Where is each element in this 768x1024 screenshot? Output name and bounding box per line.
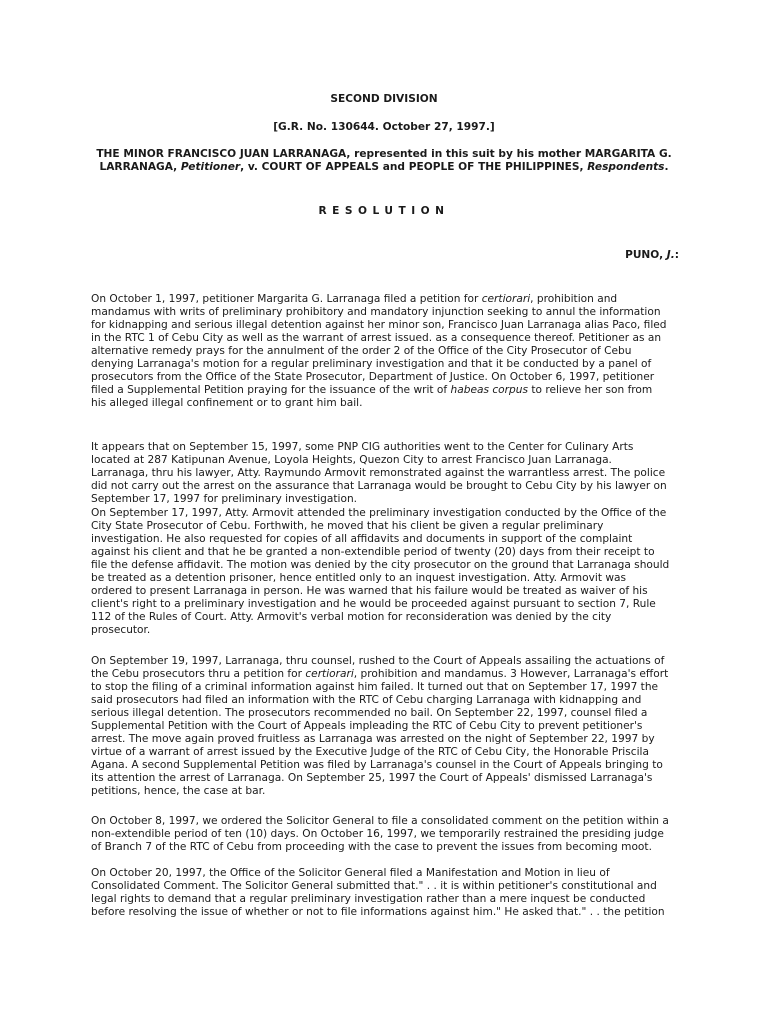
ponente-title: J.	[666, 249, 675, 261]
ponente-colon: :	[674, 249, 679, 261]
text-line: On October 20, 1997, the Office of the Solicitor General filed a Manifestation and Motion in lieu of	[91, 867, 610, 879]
text-line: to stop the filing of a criminal information against him failed. It turned out that on September 17, 1997 the	[91, 681, 659, 693]
text-line: said prosecutors had filed an information with the RTC of Cebu charging Larranaga with kidnapping and	[91, 694, 642, 706]
italic-term: certiorari	[481, 293, 531, 305]
caption-line: THE MINOR FRANCISCO JUAN LARRANAGA, represented in this suit by his mother MARGARITA G.	[96, 148, 672, 160]
text-line: Consolidated Comment. The Solicitor General submitted that." . . it is within petitioner's constitutional and	[91, 880, 657, 892]
text-line: 112 of the Rules of Court. Atty. Armovit's verbal motion for reconsideration was denied by the city	[91, 611, 612, 623]
text-line: for kidnapping and serious illegal detention against her minor son, Francisco Juan Larranaga alias Paco, filed	[91, 319, 667, 331]
text-line: before resolving the issue of whether or not to file informations against him." He asked that." . . the petition	[91, 906, 665, 918]
text-run: On October 1, 1997, petitioner Margarita G. Larranaga filed a petition for	[91, 293, 482, 305]
petitioner-label: Petitioner	[180, 161, 241, 173]
italic-term: certiorari	[305, 668, 354, 680]
caption-line	[0, 161, 768, 174]
ponente	[625, 249, 679, 261]
text-line: virtue of a warrant of arrest issued by the Executive Judge of the RTC of Cebu City, the Honorable Priscila	[91, 746, 649, 758]
text-line: alternative remedy prays for the annulment of the order 2 of the Office of the City Prosecutor of Cebu	[91, 345, 632, 357]
caption-text: LARRANAGA,	[99, 161, 181, 173]
text-line: ordered to present Larranaga in person. He was warned that his failure would be treated as waiver of his	[91, 585, 648, 597]
ponente-name: PUNO,	[625, 249, 667, 261]
text-run: the Cebu prosecutors thru a petition for	[91, 668, 306, 680]
text-line: located at 287 Katipunan Avenue, Loyola Heights, Quezon City to arrest Francisco Juan Larranaga.	[91, 454, 612, 466]
text-line: On October 8, 1997, we ordered the Solicitor General to file a consolidated comment on the petition within a	[91, 815, 669, 827]
text-line: non-extendible period of ten (10) days. On October 16, 1997, we temporarily restrained the presiding judge	[91, 828, 664, 840]
text-line: of Branch 7 of the RTC of Cebu from proceeding with the case to prevent the issues from becoming moot.	[91, 841, 652, 853]
paragraph	[91, 655, 691, 798]
text-run: to relieve her son from	[527, 384, 653, 396]
text-line: petitions, hence, the case at bar.	[91, 785, 266, 797]
text-line: did not carry out the arrest on the assurance that Larranaga would be brought to Cebu City by his lawyer on	[91, 480, 667, 492]
text-line: investigation. He also requested for copies of all affidavits and documents in support of the complaint	[91, 533, 633, 545]
paragraph	[91, 441, 691, 506]
text-line: his alleged illegal confinement or to grant him bail.	[91, 397, 363, 409]
paragraph	[91, 293, 691, 410]
text-line	[91, 384, 691, 397]
text-line: On September 19, 1997, Larranaga, thru counsel, rushed to the Court of Appeals assailing the actuations of	[91, 655, 665, 667]
text-line: It appears that on September 15, 1997, some PNP CIG authorities went to the Center for Culinary Arts	[91, 441, 634, 453]
resolution-heading: RESOLUTION	[318, 205, 450, 217]
division-heading: SECOND DIVISION	[330, 93, 438, 105]
text-run: , prohibition and mandamus. 3 However, Larranaga's effort	[353, 668, 669, 680]
text-line: prosecutors from the Office of the State Prosecutor, Department of Justice. On October 6, 1997, petitioner	[91, 371, 655, 383]
case-caption	[0, 148, 768, 174]
text-line: in the RTC 1 of Cebu City as well as the warrant of arrest issued. as a consequence thereof. Petitioner as an	[91, 332, 662, 344]
caption-text: , v. COURT OF APPEALS and PEOPLE OF THE PHILIPPINES,	[240, 161, 588, 173]
text-line: denying Larranaga's motion for a regular preliminary investigation and that it be conducted by a panel of	[91, 358, 652, 370]
text-line: file the defense affidavit. The motion was denied by the city prosecutor on the ground that Larranaga should	[91, 559, 670, 571]
text-line: Supplemental Petition with the Court of Appeals impleading the RTC of Cebu City to prevent petitioner's	[91, 720, 643, 732]
text-line: September 17, 1997 for preliminary investigation.	[91, 493, 358, 505]
text-run: filed a Supplemental Petition praying for the issuance of the writ of	[91, 384, 451, 396]
text-line: be treated as a detention prisoner, hence entitled only to an inquest investigation. Atty. Armovit was	[91, 572, 627, 584]
text-line: legal rights to demand that a regular preliminary investigation rather than a mere inquest be conducted	[91, 893, 646, 905]
text-line: On September 17, 1997, Atty. Armovit attended the preliminary investigation conducted by the Office of the	[91, 507, 667, 519]
respondents-label: Respondents	[587, 161, 665, 173]
text-line: City State Prosecutor of Cebu. Forthwith, he moved that his client be given a regular preliminary	[91, 520, 604, 532]
text-line: arrest. The move again proved fruitless as Larranaga was arrested on the night of September 22, 1997 by	[91, 733, 655, 745]
gr-number-heading: [G.R. No. 130644. October 27, 1997.]	[273, 121, 495, 133]
paragraph	[91, 507, 691, 637]
text-line	[91, 668, 691, 681]
text-line: Agana. A second Supplemental Petition was filed by Larranaga's counsel in the Court of Appeals bringing to	[91, 759, 663, 771]
text-line: serious illegal detention. The prosecutors recommended no bail. On September 22, 1997, counsel filed a	[91, 707, 648, 719]
paragraph	[91, 815, 691, 854]
text-line: Larranaga, thru his lawyer, Atty. Raymundo Armovit remonstrated against the warrantless arrest. The police	[91, 467, 666, 479]
caption-text: .	[664, 161, 669, 173]
text-line: prosecutor.	[91, 624, 151, 636]
text-line: its attention the arrest of Larranaga. On September 25, 1997 the Court of Appeals' dismissed Larranaga's	[91, 772, 653, 784]
text-line: client's right to a preliminary investigation and he would be proceeded against pursuant to section 7, Rule	[91, 598, 656, 610]
text-run: , prohibition and	[530, 293, 618, 305]
text-line	[91, 293, 691, 306]
paragraph	[91, 867, 691, 919]
text-line: against his client and that he be granted a non-extendible period of twenty (20) days from their receipt to	[91, 546, 655, 558]
italic-term: habeas corpus	[450, 384, 528, 396]
text-line: mandamus with writs of preliminary prohibitory and mandatory injunction seeking to annul the information	[91, 306, 661, 318]
